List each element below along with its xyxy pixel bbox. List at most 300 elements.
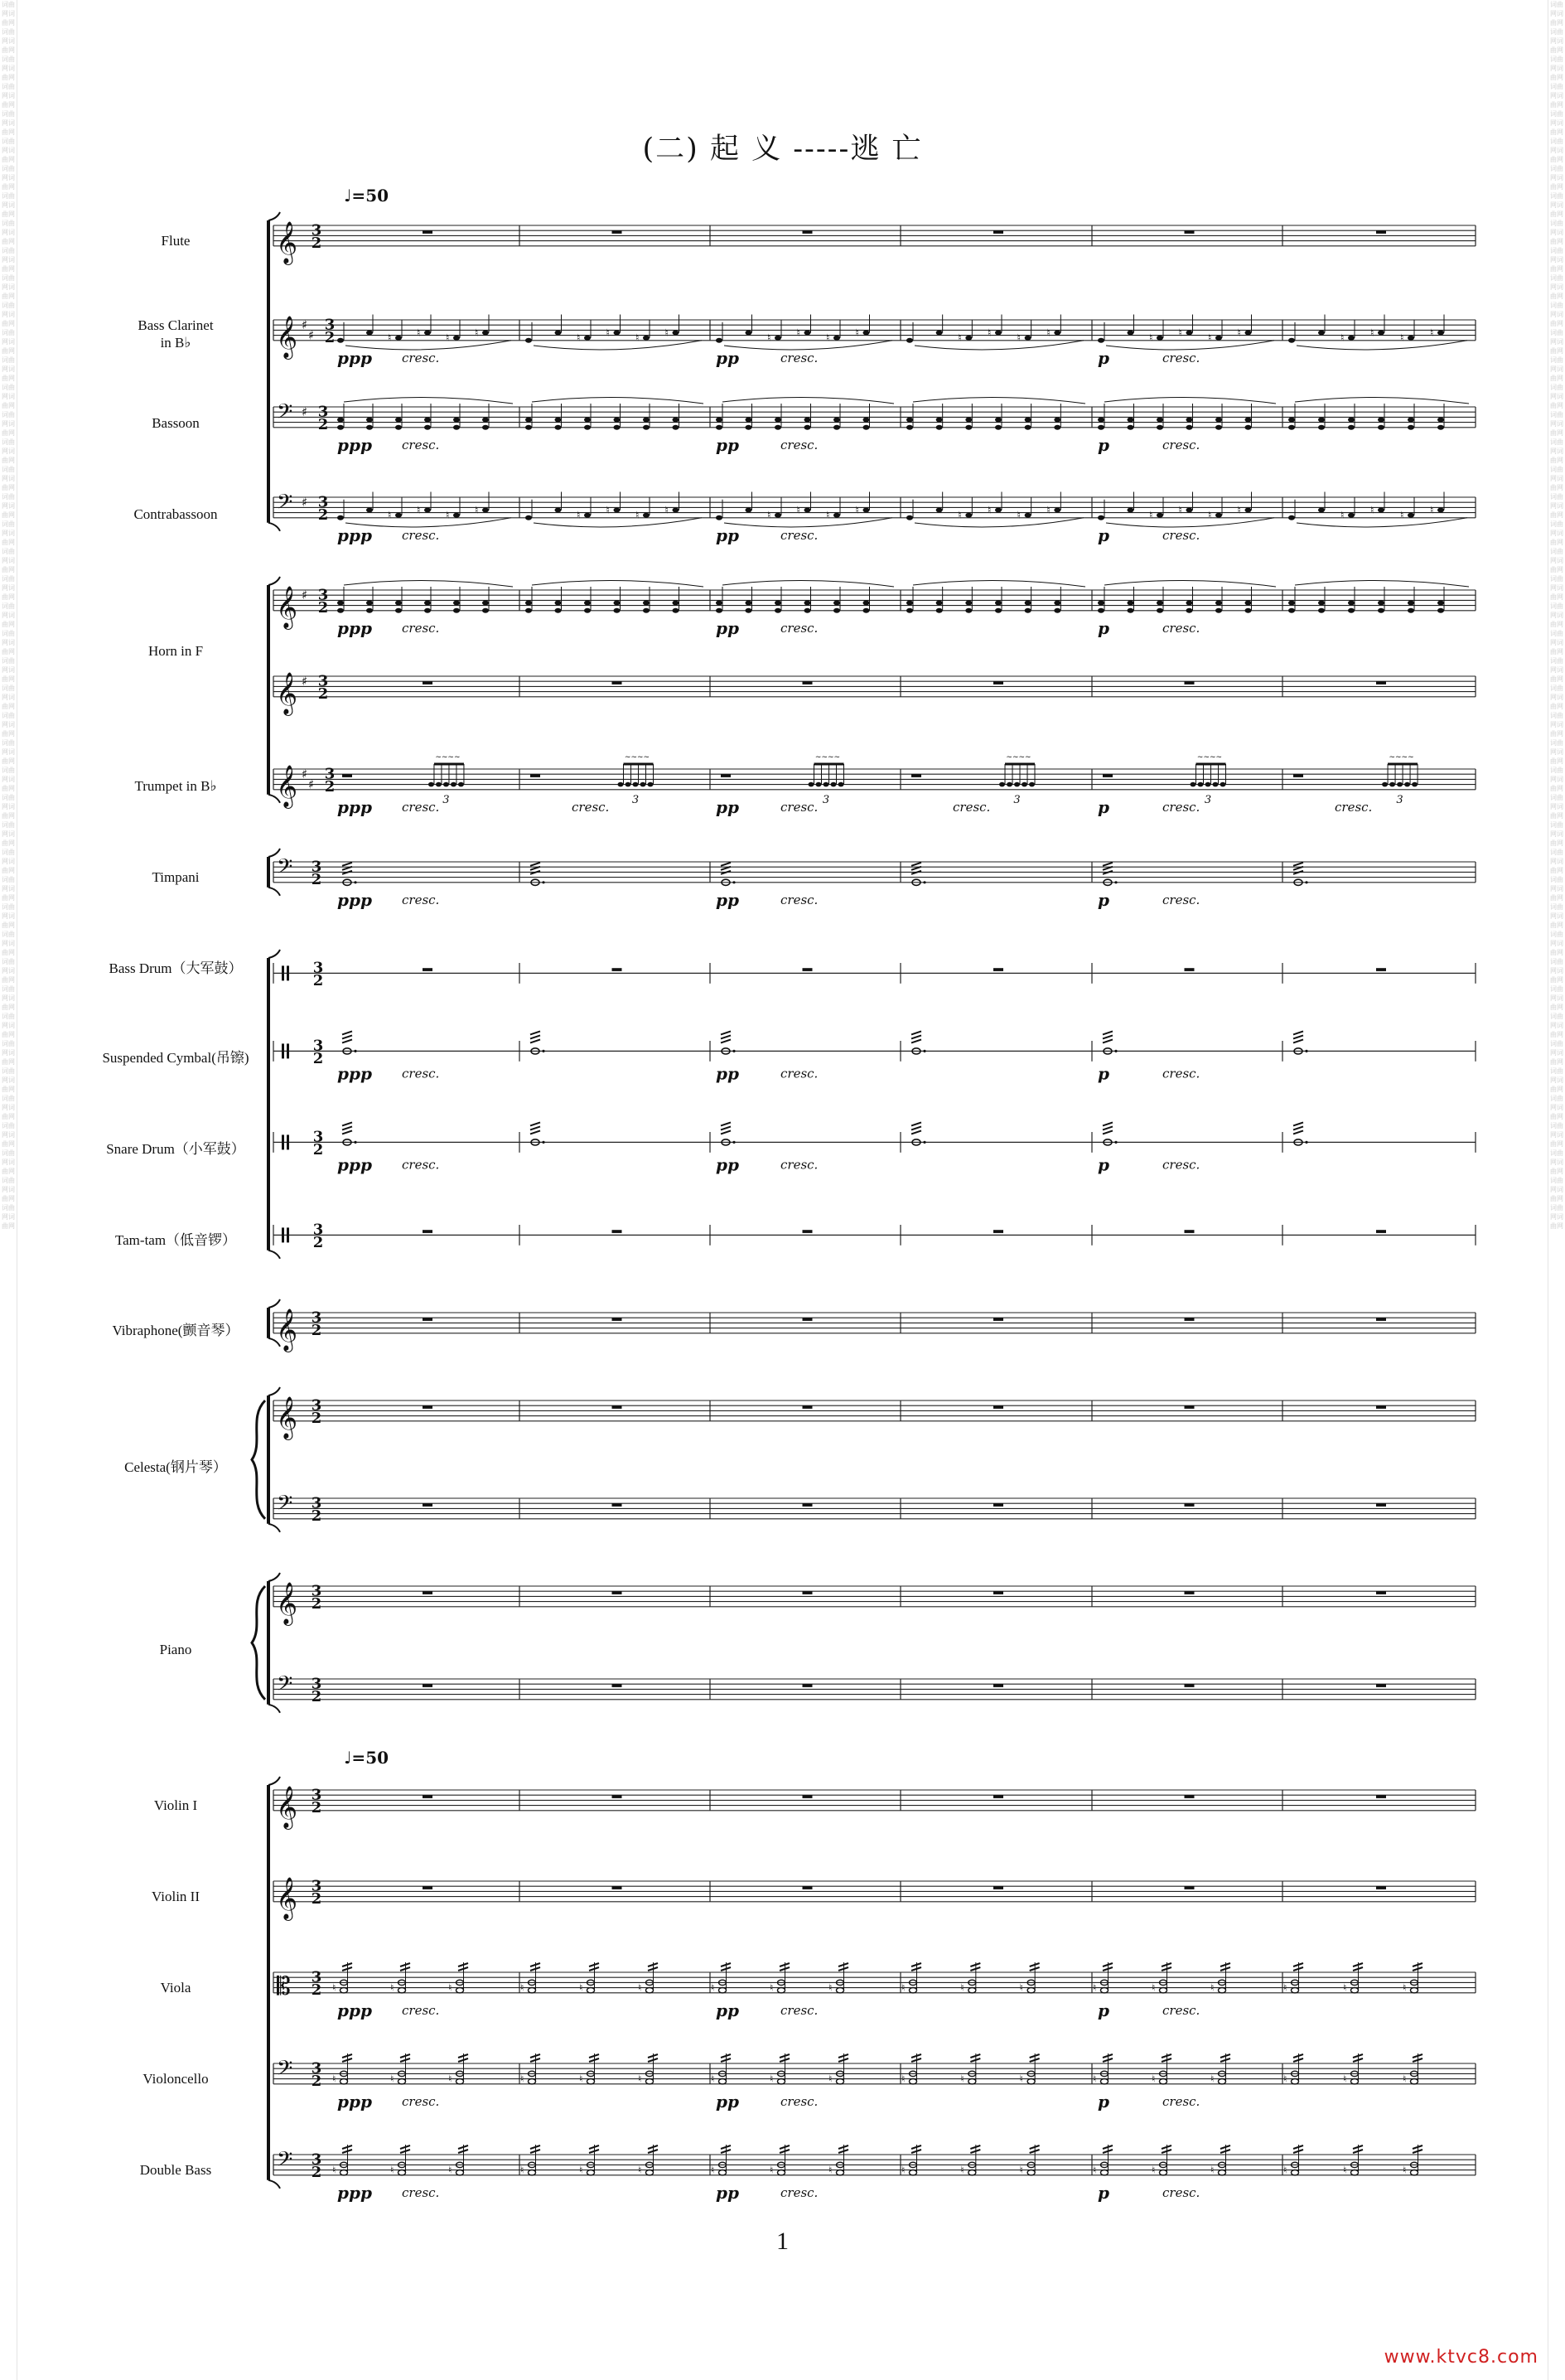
tuplet-number: 3 — [1013, 794, 1021, 807]
half-note — [1351, 1988, 1359, 1993]
tuplet-number: 3 — [631, 794, 640, 807]
accidental: ♮ — [448, 2164, 452, 2176]
accidental: ♮ — [855, 504, 859, 516]
notehead — [716, 338, 722, 343]
accidental: ♮ — [1400, 509, 1404, 521]
accidental: ♮ — [828, 2164, 833, 2176]
tremolo-slash — [1103, 1031, 1113, 1034]
half-note — [1101, 2170, 1109, 2175]
accidental: ♮ — [1046, 504, 1051, 516]
whole-rest — [993, 1684, 1003, 1687]
notehead — [936, 601, 943, 606]
tremolo-slash — [1103, 1126, 1113, 1130]
whole-rest — [423, 1503, 432, 1507]
half-note — [1411, 2170, 1418, 2175]
notehead — [995, 418, 1002, 423]
dynamic-marking: p — [1098, 2000, 1109, 2020]
time-signature-bottom: 2 — [311, 1594, 322, 1613]
accidental: ♮ — [390, 2164, 394, 2176]
accidental: ♮ — [1093, 1981, 1097, 1994]
staff — [273, 1309, 1476, 1352]
slur — [1297, 341, 1467, 350]
time-signature-top: 3 — [311, 2059, 322, 2078]
treble-clef: 𝄞 — [276, 764, 298, 807]
dot — [923, 881, 925, 883]
notehead — [1348, 425, 1355, 430]
dot — [542, 1141, 544, 1144]
whole-rest — [612, 1795, 622, 1798]
notehead — [1382, 782, 1388, 787]
whole-rest — [1185, 230, 1195, 234]
half-note — [719, 2170, 727, 2175]
slur — [722, 580, 894, 587]
time-signature-bottom: 2 — [324, 777, 336, 796]
tremolo-slash — [530, 1039, 540, 1042]
accidental: ♮ — [417, 327, 421, 339]
notehead — [1215, 608, 1222, 613]
notehead — [482, 331, 489, 336]
half-note — [719, 2079, 727, 2084]
bass-clef: 𝄢 — [277, 1671, 293, 1701]
notehead — [716, 608, 722, 613]
notehead — [936, 425, 943, 430]
notehead — [1245, 508, 1252, 513]
tremolo-slash — [721, 863, 731, 866]
notehead — [965, 513, 972, 518]
whole-rest — [612, 968, 622, 971]
whole-rest — [993, 1230, 1003, 1233]
accidental: ♮ — [1283, 2164, 1287, 2176]
whole-rest — [993, 968, 1003, 971]
whole-rest — [993, 1591, 1003, 1594]
slur — [722, 397, 894, 404]
time-signature-top: 3 — [317, 672, 329, 690]
notehead — [337, 515, 344, 520]
notehead — [1288, 425, 1295, 430]
accidental: ♮ — [796, 504, 800, 516]
tremolo-slash — [911, 863, 921, 866]
time-signature-bottom: 2 — [311, 1981, 322, 1999]
notehead — [453, 418, 460, 423]
time-signature-bottom: 2 — [317, 415, 329, 433]
dynamic-marking: p — [1098, 796, 1109, 817]
cresc-marking: cresc. — [780, 799, 819, 815]
cresc-marking: cresc. — [780, 620, 819, 636]
notehead — [1404, 782, 1410, 787]
half-note — [646, 2170, 654, 2175]
whole-rest — [612, 1684, 622, 1687]
notehead — [1054, 608, 1060, 613]
notehead — [1348, 336, 1355, 341]
cresc-marking: cresc. — [1335, 799, 1373, 815]
notehead — [833, 418, 840, 423]
half-note — [646, 2079, 654, 2084]
accidental: ♮ — [606, 327, 610, 339]
notehead — [424, 331, 431, 336]
notehead — [1186, 331, 1193, 336]
half-note — [398, 1988, 406, 1993]
whole-rest — [1185, 1405, 1195, 1409]
instrument-label: Suspended Cymbal(吊镲) — [102, 1050, 249, 1066]
notehead — [1054, 418, 1060, 423]
notehead — [643, 336, 650, 341]
cresc-marking: cresc. — [780, 527, 819, 543]
whole-rest — [1185, 1503, 1195, 1507]
notehead — [804, 425, 811, 430]
accidental: ♮ — [1237, 504, 1241, 516]
half-note — [719, 1988, 727, 1993]
notehead — [614, 418, 621, 423]
instrument-label: Vibraphone(颤音琴） — [112, 1323, 239, 1338]
notehead — [337, 608, 344, 613]
staff — [273, 1396, 1476, 1440]
accidental: ♮ — [711, 2073, 715, 2085]
accidental: ♮ — [988, 327, 992, 339]
whole-rest — [993, 1886, 1003, 1889]
notehead — [453, 336, 460, 341]
tremolo-slash — [342, 863, 352, 866]
dynamic-marking: ppp — [337, 1063, 372, 1084]
alto-clef: 𝄡 — [277, 1971, 291, 2001]
tremolo-slash — [721, 1035, 731, 1038]
time-signature-bottom: 2 — [312, 1049, 324, 1067]
tuplet-number: 3 — [442, 794, 450, 807]
tremolo-slash — [530, 1126, 540, 1130]
notehead — [436, 782, 442, 787]
tremolo-slash — [721, 1031, 731, 1034]
notehead — [1025, 601, 1031, 606]
instrument-label: Bass Drum（大军鼓） — [109, 960, 243, 976]
tremolo-slash — [342, 1031, 352, 1034]
staff — [273, 1671, 1476, 1705]
bass-clef: 𝄢 — [277, 399, 293, 429]
dot — [923, 1050, 925, 1052]
half-note — [1219, 1988, 1226, 1993]
notehead — [906, 425, 913, 430]
half-note — [1219, 2079, 1226, 2084]
notehead — [643, 601, 650, 606]
notehead — [1408, 513, 1414, 518]
notehead — [995, 608, 1002, 613]
notehead — [1378, 608, 1384, 613]
notehead — [1408, 608, 1414, 613]
half-note — [837, 2079, 844, 2084]
slur — [1295, 397, 1469, 404]
key-signature-sharp: ♯ — [302, 495, 308, 510]
half-note — [837, 1988, 844, 1993]
time-signature-bottom: 2 — [311, 1889, 322, 1908]
notehead — [525, 515, 532, 520]
tremolo-slash — [342, 1035, 352, 1038]
notehead — [584, 608, 591, 613]
accidental: ♮ — [1430, 327, 1434, 339]
whole-rest — [1376, 1591, 1386, 1594]
dot — [354, 881, 356, 883]
notehead — [746, 508, 752, 513]
half-note — [587, 2079, 595, 2084]
notehead — [906, 601, 913, 606]
instrument-label: Violin II — [152, 1889, 200, 1904]
cresc-marking: cresc. — [402, 1157, 440, 1173]
notehead — [1098, 515, 1104, 520]
tuplet-number: 3 — [1204, 794, 1212, 807]
accidental: ♮ — [475, 504, 479, 516]
half-rest — [1293, 774, 1303, 777]
staff — [273, 1031, 1476, 1083]
half-note — [398, 2170, 406, 2175]
time-signature-bottom: 2 — [312, 971, 324, 989]
bracket-hook — [268, 950, 280, 958]
notehead — [366, 601, 373, 606]
half-note — [456, 2079, 464, 2084]
notehead — [716, 601, 722, 606]
notehead — [804, 331, 811, 336]
score-title: (二) 起 义 -----逃 亡 — [642, 133, 923, 166]
tremolo-slash — [342, 1126, 352, 1130]
accidental: ♮ — [448, 1981, 452, 1994]
notehead — [833, 608, 840, 613]
notehead — [1025, 425, 1031, 430]
dynamic-marking: pp — [716, 1063, 739, 1084]
accidental: ♮ — [446, 509, 450, 521]
accidental: ♮ — [1370, 327, 1374, 339]
notehead — [775, 418, 781, 423]
notehead — [1245, 418, 1252, 423]
accidental: ♮ — [711, 1981, 715, 1994]
tremolo-slash — [530, 1122, 540, 1125]
slur — [1104, 397, 1276, 404]
time-signature-top: 3 — [311, 1675, 322, 1693]
whole-rest — [1185, 1795, 1195, 1798]
staff — [273, 315, 1476, 368]
notehead — [1245, 331, 1252, 336]
bracket-hook — [268, 1705, 280, 1713]
staff — [273, 854, 1476, 909]
instrument-label: Tam-tam（低音锣） — [114, 1232, 237, 1248]
instrument-label: Double Bass — [139, 2162, 212, 2178]
notehead — [1186, 608, 1193, 613]
tuplet-number: 3 — [822, 794, 830, 807]
instrument-label: Horn in F — [147, 643, 204, 659]
notehead — [1054, 425, 1060, 430]
staff — [273, 1122, 1476, 1174]
notehead — [1157, 425, 1163, 430]
cresc-marking: cresc. — [402, 350, 440, 365]
notehead — [525, 608, 532, 613]
notehead — [366, 508, 373, 513]
bass-clef: 𝄢 — [277, 1491, 293, 1521]
right-margin-watermark: 词曲网词曲网词曲网词曲网词曲网词曲网词曲网词曲网词曲网词曲网词曲网词曲网词曲网词曲网词曲网词曲网词曲网词曲网词曲网词曲网词曲网词曲网词曲网词曲网词曲网词曲网词曲网词曲网词曲网词曲网词曲网词曲网词曲网词曲网词曲网词曲网词曲网词曲网词曲网词曲网词曲网词曲网词曲网词曲网词曲网词曲网词曲网词曲网词曲网词曲网词曲网词曲网词曲网词曲网词曲网词曲网词曲网词曲网词曲网词曲网词曲网词曲网词曲网词曲网词曲网词曲网词曲网词曲网词曲网词曲网词曲网词曲网词曲网词曲网词曲网词曲网词曲网词曲网词曲网词曲网词曲网词曲网词曲网词曲网词曲网词曲网词曲网词曲网词曲网词曲网 — [1550, 1, 1563, 1230]
whole-rest — [1376, 681, 1386, 684]
notehead — [1014, 782, 1020, 787]
notehead — [366, 418, 373, 423]
tremolo-slash — [721, 1122, 731, 1125]
notehead — [1215, 601, 1222, 606]
dynamic-marking: pp — [716, 617, 739, 638]
bass-clef: 𝄢 — [277, 2056, 293, 2086]
treble-clef: 𝄞 — [276, 1876, 298, 1919]
notehead — [1318, 608, 1325, 613]
notehead — [1215, 425, 1222, 430]
time-signature-top: 3 — [311, 1494, 322, 1512]
accidental: ♮ — [520, 2164, 524, 2176]
dot — [1305, 1050, 1307, 1052]
accidental: ♮ — [770, 1981, 774, 1994]
tremolo-slash — [1293, 863, 1303, 866]
half-note — [341, 2079, 348, 2084]
treble-clef: 𝄞 — [276, 671, 298, 714]
notehead — [1186, 601, 1193, 606]
cresc-marking: cresc. — [1162, 350, 1200, 365]
notehead — [428, 782, 434, 787]
whole-rest — [423, 1591, 432, 1594]
whole-rest — [803, 1591, 813, 1594]
notehead — [804, 508, 811, 513]
notehead — [555, 425, 562, 430]
notehead — [1157, 513, 1163, 518]
half-note — [910, 2170, 917, 2175]
notehead — [863, 608, 870, 613]
notehead — [936, 418, 943, 423]
tremolo-slash — [1293, 1031, 1303, 1034]
half-note — [968, 2079, 976, 2084]
half-note — [1027, 2079, 1035, 2084]
dynamic-marking: p — [1098, 1154, 1109, 1175]
notehead — [746, 601, 752, 606]
notehead — [1245, 601, 1252, 606]
accidental: ♮ — [520, 1981, 524, 1994]
cresc-marking: cresc. — [1162, 437, 1200, 452]
notehead — [716, 418, 722, 423]
whole-rest — [1185, 1684, 1195, 1687]
half-note — [1292, 2079, 1299, 2084]
dynamic-marking: p — [1098, 434, 1109, 455]
notehead — [1128, 425, 1134, 430]
notehead — [555, 331, 562, 336]
tremolo-slash — [1103, 1130, 1113, 1134]
notehead — [555, 601, 562, 606]
notehead — [1098, 425, 1104, 430]
notehead — [1437, 425, 1444, 430]
staff — [273, 1786, 1476, 1830]
accidental: ♮ — [638, 1981, 642, 1994]
notehead — [965, 608, 972, 613]
time-signature-top: 3 — [324, 316, 336, 334]
notehead — [451, 782, 456, 787]
notehead — [614, 425, 621, 430]
notehead — [816, 782, 822, 787]
tremolo-slash — [911, 1122, 921, 1125]
notehead — [863, 425, 870, 430]
notehead — [643, 608, 650, 613]
half-note — [1411, 2079, 1418, 2084]
dot — [923, 1141, 925, 1144]
accidental: ♮ — [1019, 1981, 1023, 1994]
notehead — [1098, 418, 1104, 423]
time-signature-top: 3 — [311, 2150, 322, 2169]
notehead — [1288, 418, 1295, 423]
dynamic-marking: p — [1098, 2091, 1109, 2112]
time-signature-top: 3 — [312, 1221, 324, 1239]
instrument-label: Snare Drum（小军鼓） — [106, 1141, 245, 1157]
accidental: ♮ — [826, 509, 830, 521]
key-signature-sharp: ♯ — [302, 588, 308, 603]
staff — [273, 1877, 1476, 1921]
whole-rest — [993, 681, 1003, 684]
notehead — [863, 331, 870, 336]
notehead — [614, 331, 621, 336]
instrument-label: Viola — [160, 1980, 191, 1995]
whole-rest — [993, 1318, 1003, 1321]
half-note — [778, 1988, 785, 1993]
accidental: ♮ — [1343, 1981, 1347, 1994]
notehead — [775, 513, 781, 518]
notehead — [906, 515, 913, 520]
half-note — [1292, 1988, 1299, 1993]
accidental: ♮ — [855, 327, 859, 339]
cresc-marking: cresc. — [780, 437, 819, 452]
accidental: ♮ — [417, 504, 421, 516]
time-signature-bottom: 2 — [311, 2163, 322, 2181]
notehead — [775, 336, 781, 341]
notehead — [1408, 418, 1414, 423]
notehead — [775, 425, 781, 430]
whole-rest — [993, 230, 1003, 234]
accidental: ♮ — [388, 331, 392, 344]
notehead — [995, 425, 1002, 430]
slur — [534, 518, 702, 527]
time-signature-bottom: 2 — [312, 1233, 324, 1251]
time-signature-bottom: 2 — [311, 234, 322, 252]
accidental: ♮ — [770, 2164, 774, 2176]
accidental: ♮ — [332, 1981, 336, 1994]
bracket-hook — [268, 2180, 280, 2189]
accidental: ♮ — [1149, 509, 1153, 521]
notehead — [1157, 336, 1163, 341]
slur — [913, 397, 1085, 404]
accidental: ♮ — [1283, 2073, 1287, 2085]
notehead — [1389, 782, 1395, 787]
tuplet-number: 3 — [1396, 794, 1403, 807]
notehead — [453, 513, 460, 518]
notehead — [833, 601, 840, 606]
instrument-label: Celesta(钢片琴） — [124, 1459, 227, 1475]
whole-rest — [1376, 230, 1386, 234]
accidental: ♮ — [448, 2073, 452, 2085]
whole-rest — [612, 1405, 622, 1409]
time-signature-top: 3 — [317, 493, 329, 511]
dynamic-marking: p — [1098, 889, 1109, 910]
time-signature-top: 3 — [311, 1968, 322, 1986]
accidental: ♮ — [711, 2164, 715, 2176]
cresc-marking: cresc. — [402, 799, 440, 815]
notehead — [424, 418, 431, 423]
time-signature-bottom: 2 — [317, 684, 329, 703]
whole-rest — [803, 1230, 813, 1233]
slur — [913, 580, 1085, 587]
notehead — [716, 425, 722, 430]
whole-rest — [1376, 1503, 1386, 1507]
cresc-marking: cresc. — [780, 2184, 819, 2200]
notehead — [1378, 418, 1384, 423]
time-signature-bottom: 2 — [324, 328, 336, 346]
notehead — [1025, 336, 1031, 341]
whole-rest — [423, 1405, 432, 1409]
notehead — [337, 601, 344, 606]
time-signature-bottom: 2 — [311, 1798, 322, 1816]
tremolo-slash — [530, 863, 540, 866]
notehead — [424, 608, 431, 613]
